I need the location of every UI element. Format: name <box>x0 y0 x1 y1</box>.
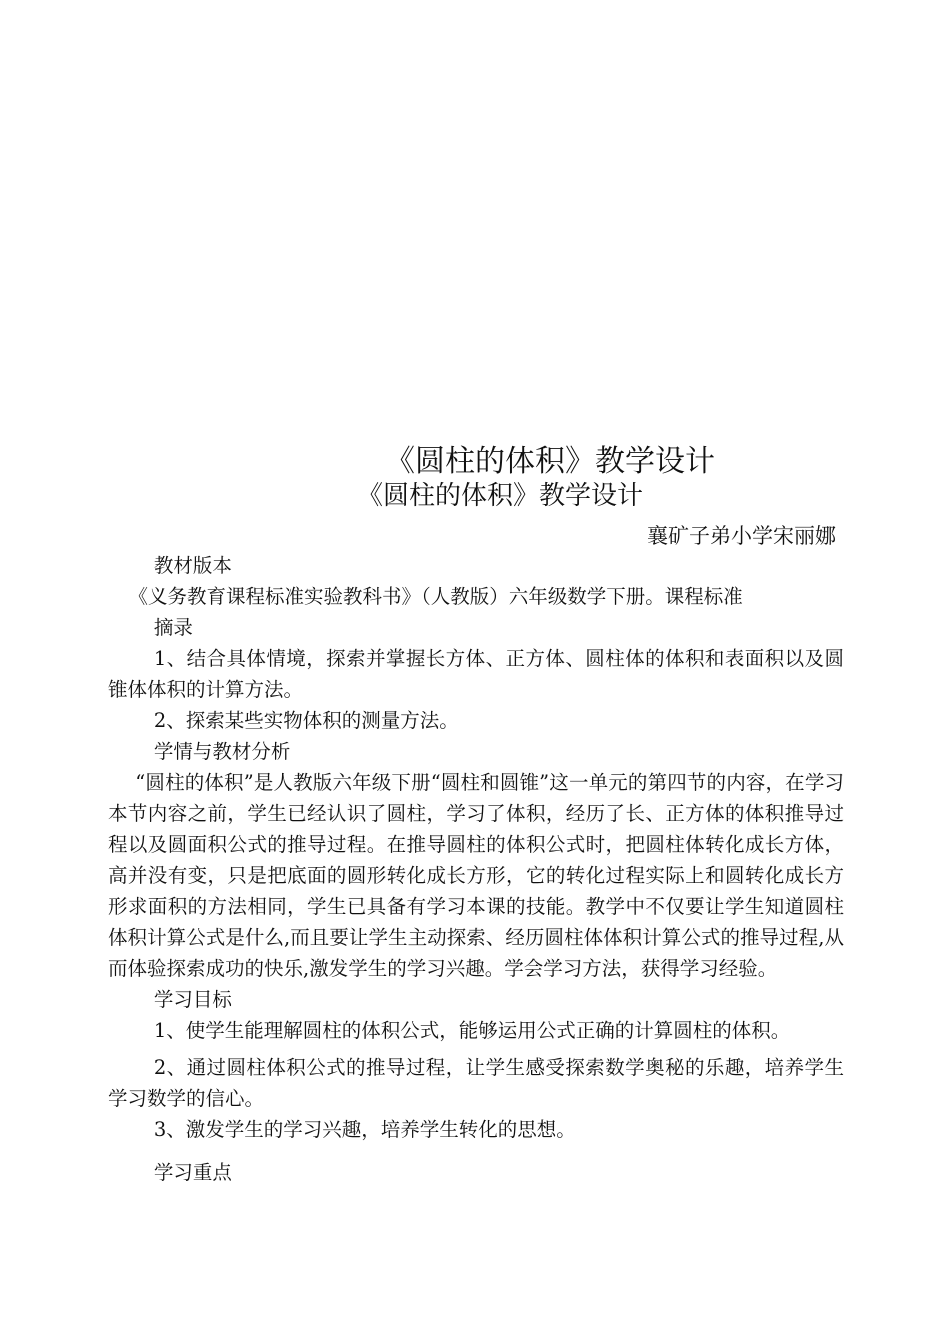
author-line: 襄矿子弟小学宋丽娜 <box>647 524 836 548</box>
section-heading-excerpt: 摘录 <box>153 616 193 639</box>
section-heading-textbook: 教材版本 <box>153 554 232 577</box>
section-heading-key-points: 学习重点 <box>153 1161 232 1184</box>
excerpt-item-2: 2、探索某些实物体积的测量方法。 <box>153 709 459 732</box>
document-title: 《圆柱的体积》教学设计 <box>385 444 715 479</box>
excerpt-item-1: 1、结合具体情境，探索并掌握长方体、正方体、圆柱体的体积和表面积以及圆锥体体积的计算方法。 <box>108 647 844 701</box>
goal-item-3: 3、激发学生的学习兴趣，培养学生转化的思想。 <box>153 1118 576 1141</box>
document-subtitle: 《圆柱的体积》教学设计 <box>356 481 643 511</box>
goal-item-2: 2、通过圆柱体积公式的推导过程，让学生感受探索数学奥秘的乐趣，培养学生学习数学的信心。 <box>108 1056 844 1110</box>
goal-item-1: 1、使学生能理解圆柱的体积公式，能够运用公式正确的计算圆柱的体积。 <box>153 1019 791 1042</box>
section-heading-goals: 学习目标 <box>153 988 232 1011</box>
textbook-edition-text: 《义务教育课程标准实验教科书》（人教版）六年级数学下册。课程标准 <box>128 585 743 608</box>
analysis-paragraph: “圆柱的体积”是人教版六年级下册“圆柱和圆锥”这一单元的第四节的内容，在学习本节内容之前，学生已经认识了圆柱，学习了体积，经历了长、正方体的体积推导过程以及圆面积公式的推导过程。在推导圆柱的体积公式时，把圆柱体转化成长方体，高并没有变，只是把底面的圆形转化成长方形，它的转化过程实际上和圆转化成长方形求面积的方法相同，学生已具备有学习本课的技能。教学中不仅要让学生知道圆柱体积计算公式是什么,而且要让学生主动探索、经历圆柱体体积计算公式的推导过程,从而体验探索成功的快乐,激发学生的学习兴趣。学会学习方法，获得学习经验。 <box>108 771 844 980</box>
document-body <box>108 550 844 1188</box>
section-heading-analysis: 学情与教材分析 <box>153 740 291 763</box>
